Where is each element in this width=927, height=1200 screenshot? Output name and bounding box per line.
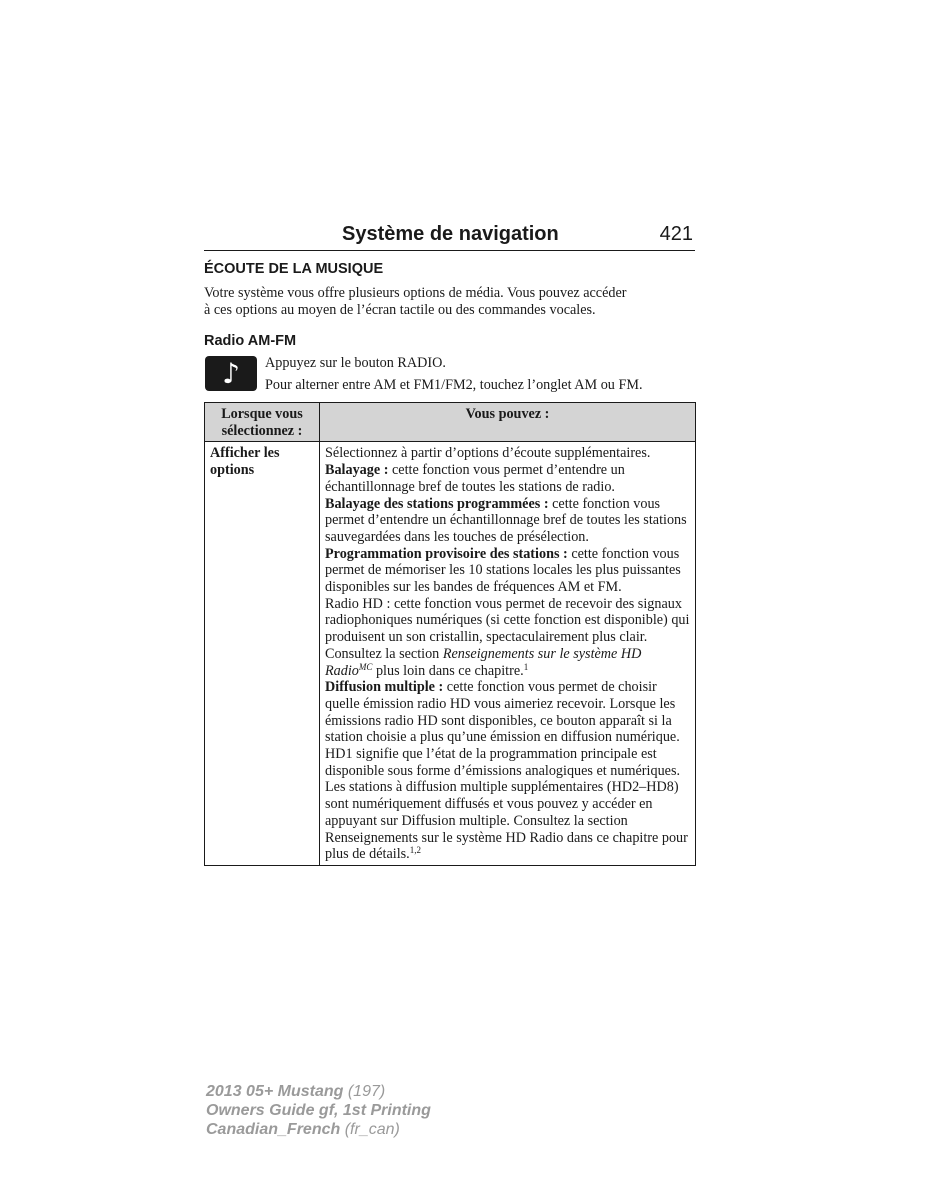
intro-line-2: à ces options au moyen de l’écran tactile ou des commandes vocales.	[204, 302, 596, 318]
ref-hd-radio-text: Renseignements sur le système HD Radio	[325, 645, 642, 679]
footer-model-code: (197)	[343, 1083, 386, 1100]
subsection-heading: Radio AM-FM	[204, 333, 297, 349]
music-note-icon: ♪	[205, 356, 257, 391]
term-balayage: Balayage :	[325, 462, 389, 479]
row-description	[320, 442, 696, 866]
desc-balayage-programmees	[325, 496, 691, 546]
footnote-marker: 1,2	[409, 845, 421, 856]
footer-edition: Owners Guide gf, 1st Printing	[206, 1102, 431, 1119]
desc-programmation-provisoire	[325, 546, 691, 596]
term-programmation-provisoire: Programmation provisoire des stations :	[325, 545, 568, 562]
instruction-radio-button: Appuyez sur le bouton RADIO.	[265, 355, 446, 371]
footer-line-1	[206, 1082, 431, 1101]
desc-diffusion-multiple	[325, 679, 691, 863]
table-row	[205, 442, 696, 866]
instruction-am-fm-tab: Pour alterner entre AM et FM1/FM2, touchez l’onglet AM ou FM.	[265, 377, 643, 393]
desc-balayage	[325, 462, 691, 495]
page-number: 421	[659, 223, 693, 245]
desc-intro: Sélectionnez à partir d’options d’écoute supplémentaires.	[325, 445, 651, 462]
header-when-selected: Lorsque vous sélectionnez :	[205, 403, 320, 442]
text-radio-hd: Radio HD : cette fonction vous permet de recevoir des signaux radiophoniques numériques (si cette fonction est disponible) qui produisent un son cristallin, spectaculairement plus clair. Consultez la section	[325, 595, 690, 662]
desc-radio-hd	[325, 596, 691, 680]
table-header-row	[205, 403, 696, 442]
footer-line-3	[206, 1120, 431, 1139]
header-you-can: Vous pouvez :	[320, 403, 696, 442]
text-radio-hd-2: plus loin dans ce chapitre.	[372, 662, 524, 679]
page-header	[204, 222, 695, 251]
footnote-marker: 1	[523, 661, 529, 672]
text-programmation-provisoire: cette fonction vous permet de mémoriser les 10 stations locales les plus puissantes disponibles sur les bandes de fréquences AM et FM.	[325, 545, 681, 596]
footer-language: Canadian_French	[206, 1121, 341, 1138]
text-balayage-programmees: cette fonction vous permet d’entendre un échantillonnage bref de toutes les stations sauvegardées dans les touches de présélection.	[325, 495, 687, 545]
options-table	[204, 402, 696, 866]
text-balayage: cette fonction vous permet d’entendre un échantillonnage bref de toutes les stations de radio.	[325, 462, 625, 495]
row-label-afficher-options: Afficher les options	[205, 442, 320, 866]
intro-line-1: Votre système vous offre plusieurs options de média. Vous pouvez accéder	[204, 285, 627, 301]
print-footer	[206, 1082, 431, 1139]
footer-language-code: (fr_can)	[340, 1121, 400, 1138]
term-balayage-programmees: Balayage des stations programmées :	[325, 495, 549, 512]
text-diffusion-multiple: cette fonction vous permet de choisir quelle émission radio HD vous aimeriez recevoir. Lorsque les émissions radio HD sont disponibles, ce bouton apparaît si la station choisie a plus qu’une émission en diffusion numérique. HD1 signifie que l’état de la programmation principale est disponible sous forme d’émissions analogiques et numériques. Les stations à diffusion multiple supplémentaires (HD2–HD8) sont numériquement diffusés et vous pouvez y accéder en appuyant sur Diffusion multiple. Consultez la section Renseignements sur le système HD Radio dans ce chapitre pour plus de détails.	[325, 679, 688, 863]
intro-paragraph	[204, 285, 695, 319]
footer-model: 2013 05+ Mustang	[206, 1083, 344, 1100]
ref-hd-radio-sup: MC	[358, 661, 373, 672]
footer-line-2	[206, 1101, 431, 1120]
term-diffusion-multiple: Diffusion multiple :	[325, 679, 444, 696]
page-title: Système de navigation	[342, 223, 559, 245]
section-heading: ÉCOUTE DE LA MUSIQUE	[204, 261, 384, 277]
